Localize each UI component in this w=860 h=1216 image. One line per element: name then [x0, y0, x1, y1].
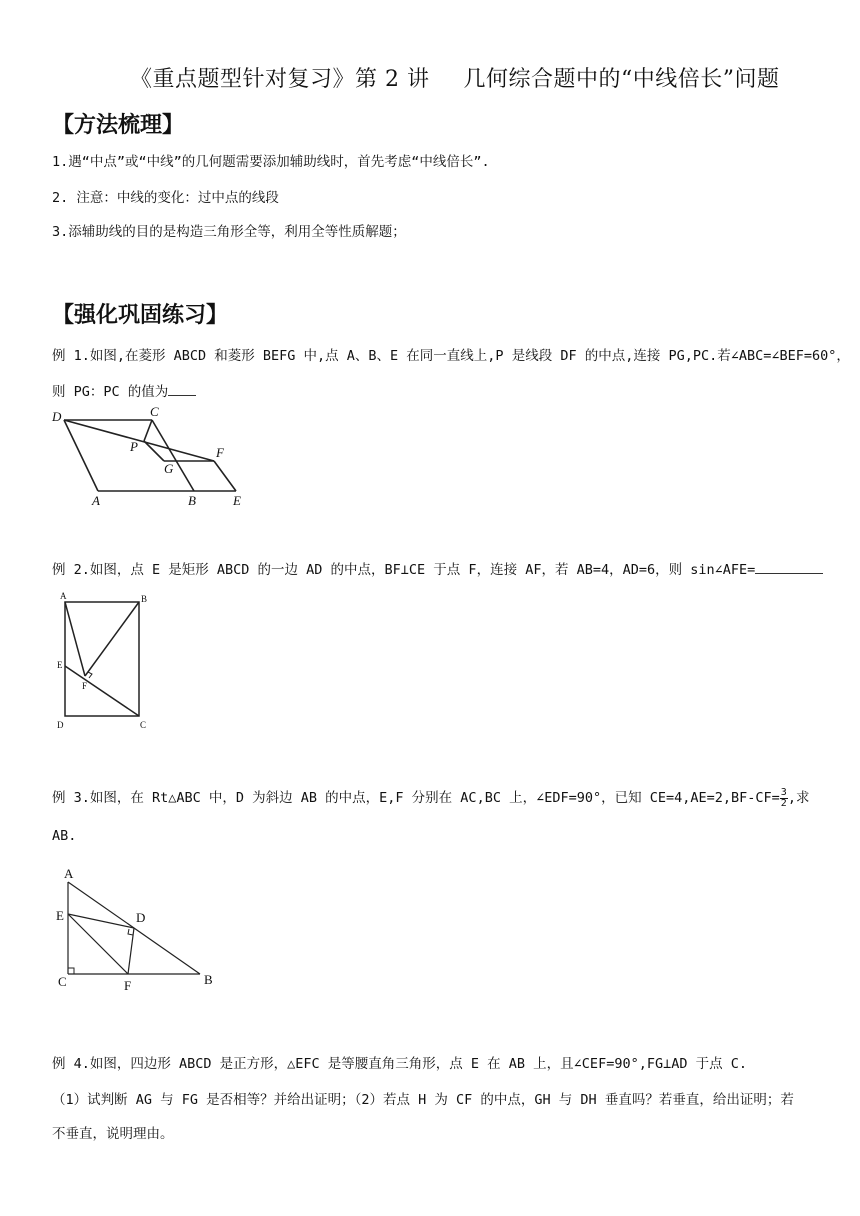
example-3-figure [52, 866, 222, 996]
fraction-three-halves [780, 788, 788, 809]
fig2-label-b: B [141, 594, 148, 604]
method-item-1: 1.遇“中点”或“中线”的几何题需要添加辅助线时，首先考虑“中线倍长”. [52, 154, 490, 170]
fig1-label-f: F [216, 445, 224, 460]
fig1-label-g: G [164, 461, 174, 476]
fig2-label-f: F [82, 681, 88, 691]
segment-ef [68, 914, 128, 974]
example-2-text-line1 [52, 558, 823, 578]
fraction-denominator: 2 [780, 797, 787, 809]
right-angle-mark-d [128, 929, 133, 935]
segment-fe [214, 461, 236, 491]
title-part2: 几何综合题中的“中线倍长”问题 [463, 67, 780, 92]
segment-bf [85, 602, 139, 676]
method-item-2: 2. 注意：中线的变化：过中点的线段 [52, 190, 279, 206]
example-3-question: 例 3.如图，在 Rt△ABC 中，D 为斜边 AB 的中点，E,F 分别在 AC,BC 上，∠EDF=90°，已知 CE=4,AE=2,BF-CF= [52, 790, 780, 806]
example-4-text-line1: 例 4.如图，四边形 ABCD 是正方形，△EFC 是等腰直角三角形，点 E 在 AB 上，且∠CEF=90°,FG⊥AD 于点 C. [52, 1056, 747, 1072]
example-1-question: 则 PG：PC 的值为 [52, 384, 169, 400]
segment-ec [65, 666, 139, 716]
example-1-figure [50, 405, 250, 510]
fig3-label-c: C [58, 974, 67, 989]
segment-df [64, 420, 214, 461]
fig3-label-e: E [56, 908, 64, 923]
example-2-figure [55, 590, 155, 732]
example-4-text-line3: 不垂直，说明理由。 [52, 1126, 174, 1142]
fig1-label-c: C [150, 404, 159, 419]
fig2-label-d: D [57, 720, 64, 730]
fig3-label-a: A [64, 866, 74, 881]
fig2-label-c: C [140, 720, 147, 730]
example-3-question-end: ,求 [787, 790, 810, 806]
example-4-text-line2: （1）试判断 AG 与 FG 是否相等？并给出证明；（2）若点 H 为 CF 的中点，GH 与 DH 垂直吗？若垂直，给出证明；若 [52, 1092, 794, 1108]
rectangle-abcd [65, 602, 139, 716]
answer-blank [168, 383, 196, 396]
fig1-label-b: B [188, 493, 196, 508]
section-heading-methods: 【方法梳理】 [52, 113, 185, 138]
segment-da [64, 420, 98, 491]
page-title [130, 62, 779, 93]
example-3-text-line2: AB. [52, 828, 77, 844]
right-angle-mark [88, 672, 92, 678]
title-part1: 《重点题型针对复习》第 2 讲 [130, 67, 430, 92]
segment-af [65, 602, 85, 676]
section-heading-practice: 【强化巩固练习】 [52, 303, 229, 328]
fig3-label-d: D [136, 910, 146, 925]
fig3-label-f: F [124, 978, 132, 993]
example-3-text-line1 [52, 786, 809, 809]
fig2-label-e: E [57, 660, 63, 670]
fraction-numerator: 3 [780, 786, 787, 798]
fig1-label-p: P [130, 439, 138, 454]
answer-blank [755, 561, 823, 574]
fig1-label-e: E [233, 493, 241, 508]
example-1-text-line1: 例 1.如图,在菱形 ABCD 和菱形 BEFG 中,点 A、B、E 在同一直线上,P 是线段 DF 的中点,连接 PG,PC.若∠ABC=∠BEF=60°， [52, 348, 850, 364]
method-item-3: 3.添辅助线的目的是构造三角形全等，利用全等性质解题； [52, 224, 406, 240]
fig1-label-d: D [52, 409, 62, 424]
fig1-label-a: A [92, 493, 100, 508]
segment-pc [144, 420, 152, 441]
example-1-text-line2 [52, 380, 196, 400]
fig3-label-b: B [204, 972, 213, 987]
example-2-question: 例 2.如图，点 E 是矩形 ABCD 的一边 AD 的中点，BF⊥CE 于点 F，连接 AF，若 AB=4，AD=6，则 sin∠AFE= [52, 562, 756, 578]
right-angle-mark-c [68, 968, 74, 974]
fig2-label-a: A [60, 591, 67, 601]
